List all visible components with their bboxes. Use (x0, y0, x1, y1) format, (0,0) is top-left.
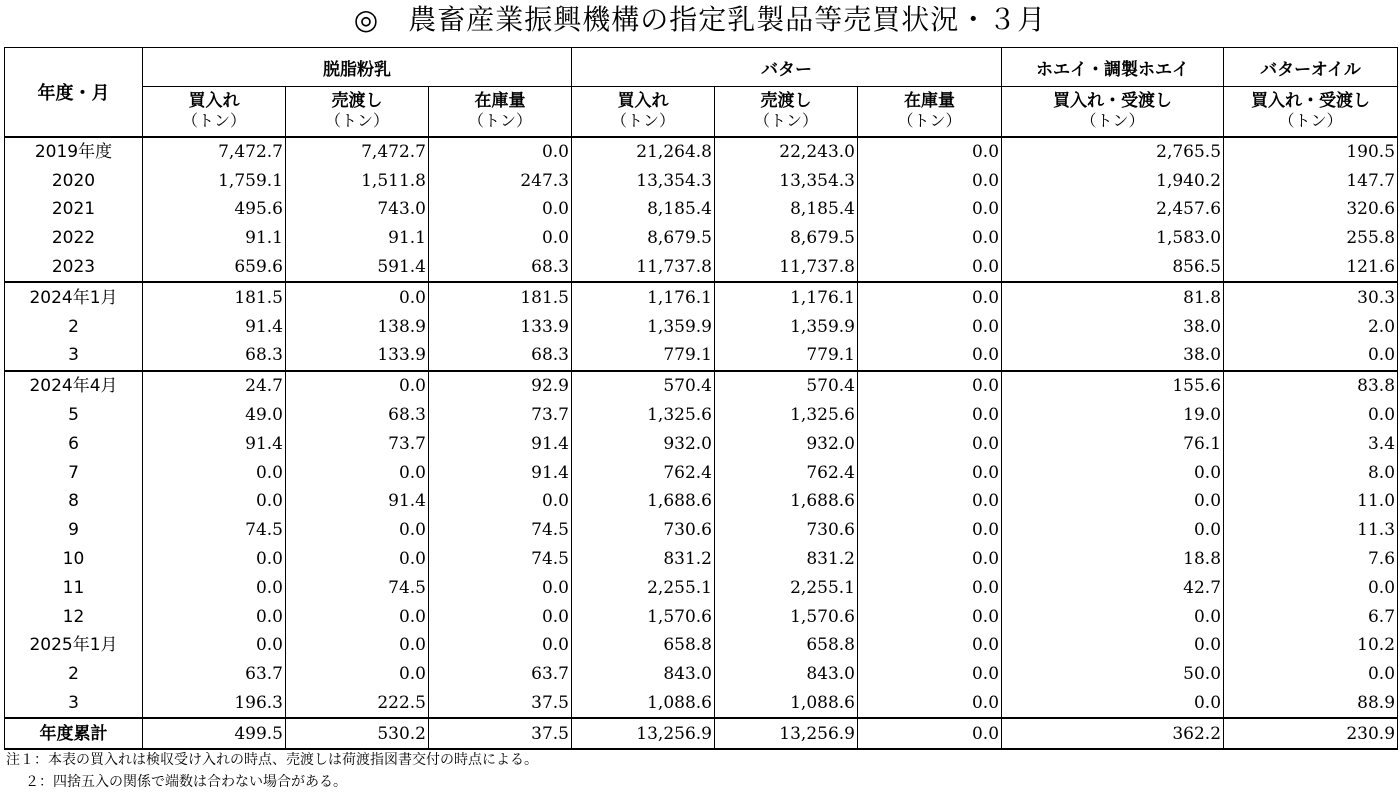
table-cell: 0.0 (286, 516, 429, 545)
row-label: 2020 (5, 166, 143, 195)
table-cell: 730.6 (715, 516, 858, 545)
table-cell: 196.3 (143, 689, 286, 719)
table-cell: 37.5 (429, 718, 572, 749)
table-cell: 0.0 (1224, 660, 1398, 689)
table-cell: 92.9 (429, 371, 572, 401)
row-label: 7 (5, 458, 143, 487)
col-header-oil-buy-deliver: 買入れ・受渡し （トン） (1224, 87, 1398, 137)
table-cell: 11,737.8 (715, 253, 858, 283)
table-cell: 83.8 (1224, 371, 1398, 401)
table-cell: 13,256.9 (715, 718, 858, 749)
table-cell: 91.4 (143, 312, 286, 341)
table-cell: 0.0 (858, 660, 1002, 689)
table-cell: 8,185.4 (715, 195, 858, 224)
table-cell: 13,354.3 (572, 166, 715, 195)
table-row (5, 689, 1398, 719)
row-label: 2024年1月 (5, 282, 143, 312)
table-cell: 2,255.1 (715, 573, 858, 602)
table-cell: 779.1 (572, 341, 715, 371)
table-cell: 0.0 (858, 689, 1002, 719)
table-cell: 0.0 (429, 224, 572, 253)
table-cell: 0.0 (1224, 573, 1398, 602)
table-cell: 0.0 (143, 545, 286, 574)
row-label: 2021 (5, 195, 143, 224)
col-header-butter-buy: 買入れ （トン） (572, 87, 715, 137)
table-cell: 91.1 (286, 224, 429, 253)
table-cell: 2.0 (1224, 312, 1398, 341)
table-cell: 743.0 (286, 195, 429, 224)
table-row (5, 282, 1398, 312)
table-cell: 74.5 (286, 573, 429, 602)
table-cell: 11,737.8 (572, 253, 715, 283)
table-cell: 30.3 (1224, 282, 1398, 312)
table-cell: 19.0 (1002, 401, 1224, 430)
table-cell: 831.2 (572, 545, 715, 574)
table-cell: 0.0 (286, 458, 429, 487)
table-cell: 133.9 (429, 312, 572, 341)
footnote-1: 注１：本表の買入れは検収受け入れの時点、売渡しは荷渡指図書交付の時点による。 (6, 752, 538, 768)
table-cell: 37.5 (429, 689, 572, 719)
table-row (5, 429, 1398, 458)
table-row (5, 602, 1398, 631)
row-label: 6 (5, 429, 143, 458)
table-cell: 73.7 (429, 401, 572, 430)
table-cell: 74.5 (429, 516, 572, 545)
table-cell: 0.0 (1002, 631, 1224, 660)
table-cell: 68.3 (143, 341, 286, 371)
row-label: 9 (5, 516, 143, 545)
table-cell: 91.4 (429, 458, 572, 487)
table-cell: 0.0 (286, 545, 429, 574)
table-cell: 0.0 (858, 137, 1002, 167)
table-cell: 0.0 (858, 718, 1002, 749)
table-cell: 0.0 (429, 137, 572, 167)
table-cell: 133.9 (286, 341, 429, 371)
table-row (5, 573, 1398, 602)
table-cell: 68.3 (429, 253, 572, 283)
row-label: 3 (5, 689, 143, 719)
row-label: 2023 (5, 253, 143, 283)
table-cell: 255.8 (1224, 224, 1398, 253)
table-cell: 1,759.1 (143, 166, 286, 195)
table-cell: 779.1 (715, 341, 858, 371)
table-cell: 7.6 (1224, 545, 1398, 574)
table-row (5, 371, 1398, 401)
table-cell: 76.1 (1002, 429, 1224, 458)
table-cell: 0.0 (858, 429, 1002, 458)
table-cell: 0.0 (858, 631, 1002, 660)
table-cell: 0.0 (143, 573, 286, 602)
table-cell: 1,325.6 (715, 401, 858, 430)
table-cell: 0.0 (858, 341, 1002, 371)
table-cell: 8,185.4 (572, 195, 715, 224)
table-row (5, 224, 1398, 253)
table-cell: 42.7 (1002, 573, 1224, 602)
table-row (5, 253, 1398, 283)
table-cell: 38.0 (1002, 312, 1224, 341)
table-cell: 0.0 (858, 195, 1002, 224)
table-row (5, 312, 1398, 341)
table-cell: 0.0 (858, 602, 1002, 631)
table-row (5, 660, 1398, 689)
table-cell: 843.0 (572, 660, 715, 689)
table-cell: 88.9 (1224, 689, 1398, 719)
table-cell: 0.0 (1224, 401, 1398, 430)
col-header-skim-buy: 買入れ （トン） (143, 87, 286, 137)
table-cell: 1,940.2 (1002, 166, 1224, 195)
table-cell: 1,359.9 (715, 312, 858, 341)
table-cell: 658.8 (715, 631, 858, 660)
table-cell: 1,088.6 (572, 689, 715, 719)
table-cell: 11.3 (1224, 516, 1398, 545)
table-cell: 230.9 (1224, 718, 1398, 749)
row-label: 8 (5, 487, 143, 516)
col-header-butter-sell: 売渡し （トン） (715, 87, 858, 137)
row-label: 2 (5, 312, 143, 341)
table-cell: 10.2 (1224, 631, 1398, 660)
table-cell: 320.6 (1224, 195, 1398, 224)
table-cell: 570.4 (572, 371, 715, 401)
table-cell: 155.6 (1002, 371, 1224, 401)
table-cell: 0.0 (143, 602, 286, 631)
table-cell: 2,457.6 (1002, 195, 1224, 224)
table-cell: 762.4 (715, 458, 858, 487)
table-cell: 0.0 (858, 573, 1002, 602)
table-cell: 11.0 (1224, 487, 1398, 516)
table-cell: 73.7 (286, 429, 429, 458)
table-cell: 0.0 (286, 660, 429, 689)
table-cell: 1,688.6 (572, 487, 715, 516)
table-cell: 91.1 (143, 224, 286, 253)
table-cell: 659.6 (143, 253, 286, 283)
table-cell: 222.5 (286, 689, 429, 719)
footnote-2: ２：四捨五入の関係で端数は合わない場合がある。 (25, 774, 347, 790)
table-cell: 2,765.5 (1002, 137, 1224, 167)
table-cell: 247.3 (429, 166, 572, 195)
page-title: ◎ 農畜産業振興機構の指定乳製品等売買状況・３月 (353, 3, 1047, 36)
table-cell: 0.0 (858, 224, 1002, 253)
table-cell: 181.5 (143, 282, 286, 312)
sales-table (4, 47, 1398, 750)
table-cell: 831.2 (715, 545, 858, 574)
table-cell: 8,679.5 (715, 224, 858, 253)
table-row (5, 545, 1398, 574)
row-label: 2022 (5, 224, 143, 253)
table-cell: 0.0 (858, 487, 1002, 516)
table-cell: 13,256.9 (572, 718, 715, 749)
table-cell: 8.0 (1224, 458, 1398, 487)
table-cell: 49.0 (143, 401, 286, 430)
table-row (5, 487, 1398, 516)
table-cell: 7,472.7 (143, 137, 286, 167)
table-cell: 3.4 (1224, 429, 1398, 458)
table-cell: 0.0 (429, 631, 572, 660)
table-cell: 495.6 (143, 195, 286, 224)
table-cell: 91.4 (429, 429, 572, 458)
table-cell: 81.8 (1002, 282, 1224, 312)
group-header-butter-oil: バターオイル (1224, 48, 1398, 87)
table-body (5, 137, 1398, 750)
row-label: 2024年4月 (5, 371, 143, 401)
table-cell: 0.0 (1002, 487, 1224, 516)
table-cell: 7,472.7 (286, 137, 429, 167)
table-cell: 843.0 (715, 660, 858, 689)
table-cell: 74.5 (429, 545, 572, 574)
table-cell: 6.7 (1224, 602, 1398, 631)
table-cell: 1,359.9 (572, 312, 715, 341)
table-cell: 1,570.6 (572, 602, 715, 631)
row-label: 2019年度 (5, 137, 143, 167)
table-cell: 8,679.5 (572, 224, 715, 253)
table-row (5, 631, 1398, 660)
row-label: 3 (5, 341, 143, 371)
table-cell: 24.7 (143, 371, 286, 401)
table-cell: 0.0 (286, 602, 429, 631)
table-cell: 0.0 (858, 282, 1002, 312)
table-row (5, 166, 1398, 195)
table-cell: 932.0 (572, 429, 715, 458)
table-cell: 68.3 (429, 341, 572, 371)
group-header-whey: ホエイ・調製ホエイ (1002, 48, 1224, 87)
table-cell: 190.5 (1224, 137, 1398, 167)
table-cell: 0.0 (858, 371, 1002, 401)
group-header-skim-milk: 脱脂粉乳 (143, 48, 572, 87)
table-cell: 0.0 (858, 458, 1002, 487)
total-row (5, 718, 1398, 749)
row-label: 12 (5, 602, 143, 631)
table-row (5, 401, 1398, 430)
table-cell: 1,583.0 (1002, 224, 1224, 253)
table-cell: 0.0 (1002, 458, 1224, 487)
table-row (5, 341, 1398, 371)
table-cell: 2,255.1 (572, 573, 715, 602)
table-cell: 530.2 (286, 718, 429, 749)
col-header-skim-sell: 売渡し （トン） (286, 87, 429, 137)
table-cell: 0.0 (1002, 602, 1224, 631)
period-header: 年度・月 (5, 48, 143, 137)
table-cell: 499.5 (143, 718, 286, 749)
table-row (5, 516, 1398, 545)
table-cell: 570.4 (715, 371, 858, 401)
table-cell: 63.7 (429, 660, 572, 689)
table-cell: 0.0 (858, 312, 1002, 341)
table-cell: 0.0 (858, 253, 1002, 283)
table-cell: 91.4 (143, 429, 286, 458)
table-cell: 0.0 (858, 545, 1002, 574)
table-cell: 1,570.6 (715, 602, 858, 631)
col-header-whey-buy-deliver: 買入れ・受渡し （トン） (1002, 87, 1224, 137)
row-label: 2025年1月 (5, 631, 143, 660)
table-cell: 63.7 (143, 660, 286, 689)
table-cell: 0.0 (429, 602, 572, 631)
table-cell: 0.0 (1224, 341, 1398, 371)
table-cell: 50.0 (1002, 660, 1224, 689)
table-cell: 0.0 (143, 631, 286, 660)
table-cell: 362.2 (1002, 718, 1224, 749)
footnotes (6, 749, 538, 793)
table-cell: 38.0 (1002, 341, 1224, 371)
row-label: 2 (5, 660, 143, 689)
table-cell: 0.0 (1002, 516, 1224, 545)
col-header-skim-stock: 在庫量 （トン） (429, 87, 572, 137)
table-cell: 0.0 (286, 371, 429, 401)
table-cell: 730.6 (572, 516, 715, 545)
table-row (5, 195, 1398, 224)
table-row (5, 137, 1398, 167)
table-cell: 856.5 (1002, 253, 1224, 283)
table-cell: 181.5 (429, 282, 572, 312)
table-cell: 1,688.6 (715, 487, 858, 516)
table-cell: 658.8 (572, 631, 715, 660)
table-row (5, 458, 1398, 487)
group-header-butter: バター (572, 48, 1002, 87)
table-cell: 1,176.1 (715, 282, 858, 312)
table-cell: 0.0 (429, 573, 572, 602)
table-cell: 0.0 (858, 516, 1002, 545)
table-cell: 22,243.0 (715, 137, 858, 167)
table-cell: 0.0 (858, 166, 1002, 195)
row-label: 11 (5, 573, 143, 602)
col-header-butter-stock: 在庫量 （トン） (858, 87, 1002, 137)
table-cell: 0.0 (286, 631, 429, 660)
table-cell: 147.7 (1224, 166, 1398, 195)
table-cell: 762.4 (572, 458, 715, 487)
table-cell: 0.0 (429, 195, 572, 224)
table-cell: 0.0 (1002, 689, 1224, 719)
row-label: 年度累計 (5, 718, 143, 749)
table-cell: 1,511.8 (286, 166, 429, 195)
table-cell: 0.0 (429, 487, 572, 516)
table-cell: 21,264.8 (572, 137, 715, 167)
table-cell: 0.0 (143, 458, 286, 487)
table-cell: 0.0 (143, 487, 286, 516)
table-cell: 0.0 (286, 282, 429, 312)
table-cell: 18.8 (1002, 545, 1224, 574)
table-cell: 74.5 (143, 516, 286, 545)
table-cell: 0.0 (858, 401, 1002, 430)
table-cell: 121.6 (1224, 253, 1398, 283)
table-cell: 1,176.1 (572, 282, 715, 312)
table-cell: 138.9 (286, 312, 429, 341)
row-label: 5 (5, 401, 143, 430)
table-cell: 13,354.3 (715, 166, 858, 195)
row-label: 10 (5, 545, 143, 574)
table-cell: 1,088.6 (715, 689, 858, 719)
table-cell: 1,325.6 (572, 401, 715, 430)
table-cell: 68.3 (286, 401, 429, 430)
table-cell: 591.4 (286, 253, 429, 283)
table-cell: 91.4 (286, 487, 429, 516)
table-cell: 932.0 (715, 429, 858, 458)
